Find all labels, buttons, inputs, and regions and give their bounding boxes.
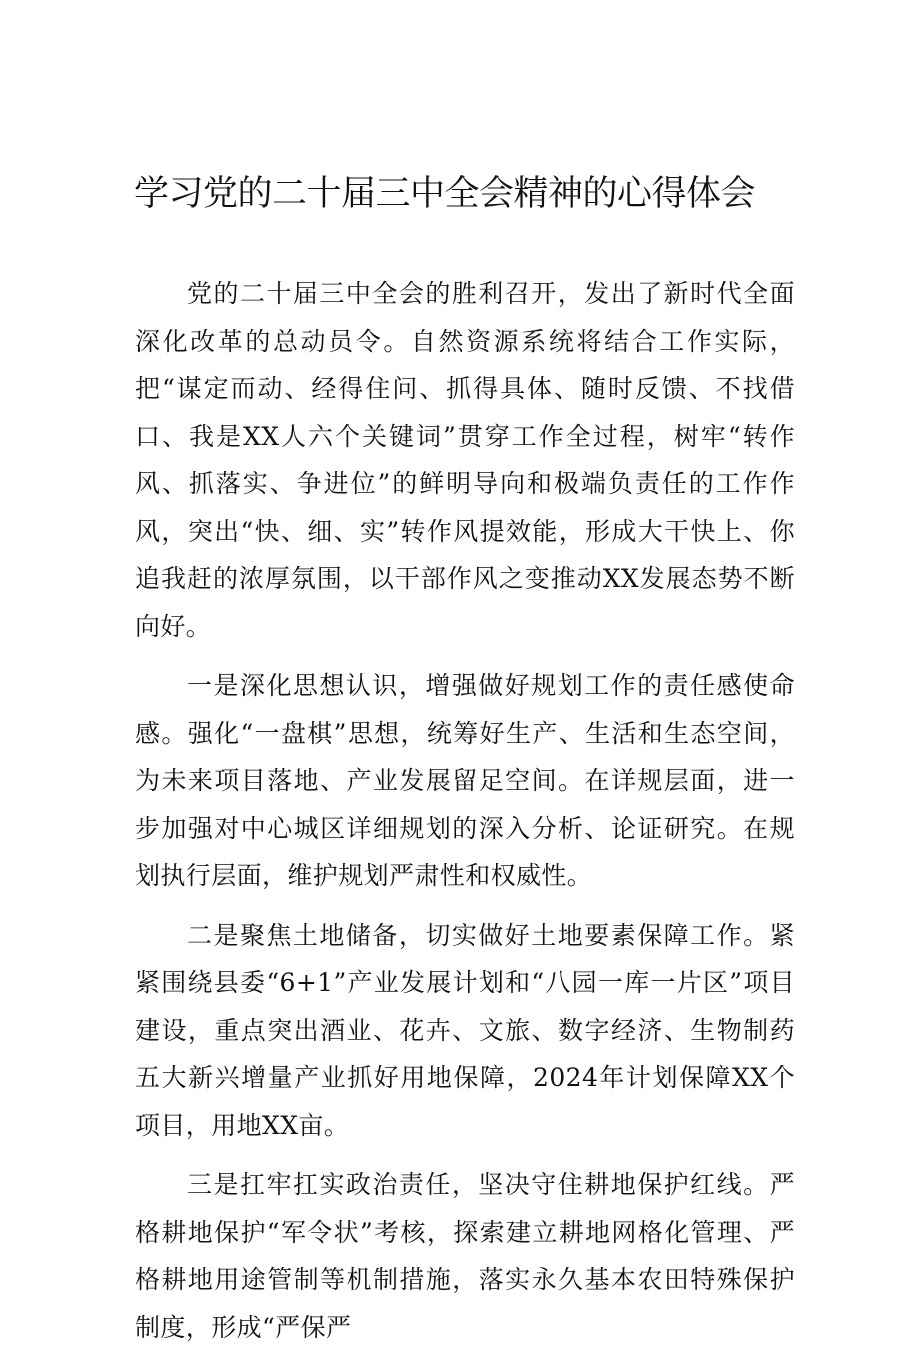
paragraph-intro: 党的二十届三中全会的胜利召开，发出了新时代全面深化改革的总动员令。自然资源系统将结合工作实际，把“谋定而动、经得住问、抓得具体、随时反馈、不找借口、我是XX人六个关键词”贯穿工作全过程，树牢“转作风、抓落实、争进位”的鲜明导向和极端负责任的工作作风，突出“快、细、实”转作风提效能，形成大干快上、你追我赶的浓厚氛围，以干部作风之变推动XX发展态势不断向好。 bbox=[135, 279, 795, 641]
paragraph-land-reserve: 二是聚焦土地储备，切实做好土地要素保障工作。紧紧围绕县委“6+1”产业发展计划和“八园一库一片区”项目建设，重点突出酒业、花卉、文旅、数字经济、生物制药五大新兴增量产业抓好用地保障，2024年计划保障XX个项目，用地XX亩。 bbox=[135, 920, 795, 1140]
paragraph-farmland-protection: 三是扛牢扛实政治责任，坚决守住耕地保护红线。严格耕地保护“军令状”考核，探索建立耕地网格化管理、严格耕地用途管制等机制措施，落实永久基本农田特殊保护制度，形成“严保严 bbox=[135, 1170, 795, 1342]
document-body bbox=[135, 270, 795, 1363]
paragraph-planning: 一是深化思想认识，增强做好规划工作的责任感使命感。强化“一盘棋”思想，统筹好生产、生活和生态空间，为未来项目落地、产业发展留足空间。在详规层面，进一步加强对中心城区详细规划的深入分析、论证研究。在规划执行层面，维护规划严肃性和权威性。 bbox=[135, 671, 795, 890]
document-title: 学习党的二十届三中全会精神的心得体会 bbox=[134, 174, 756, 214]
